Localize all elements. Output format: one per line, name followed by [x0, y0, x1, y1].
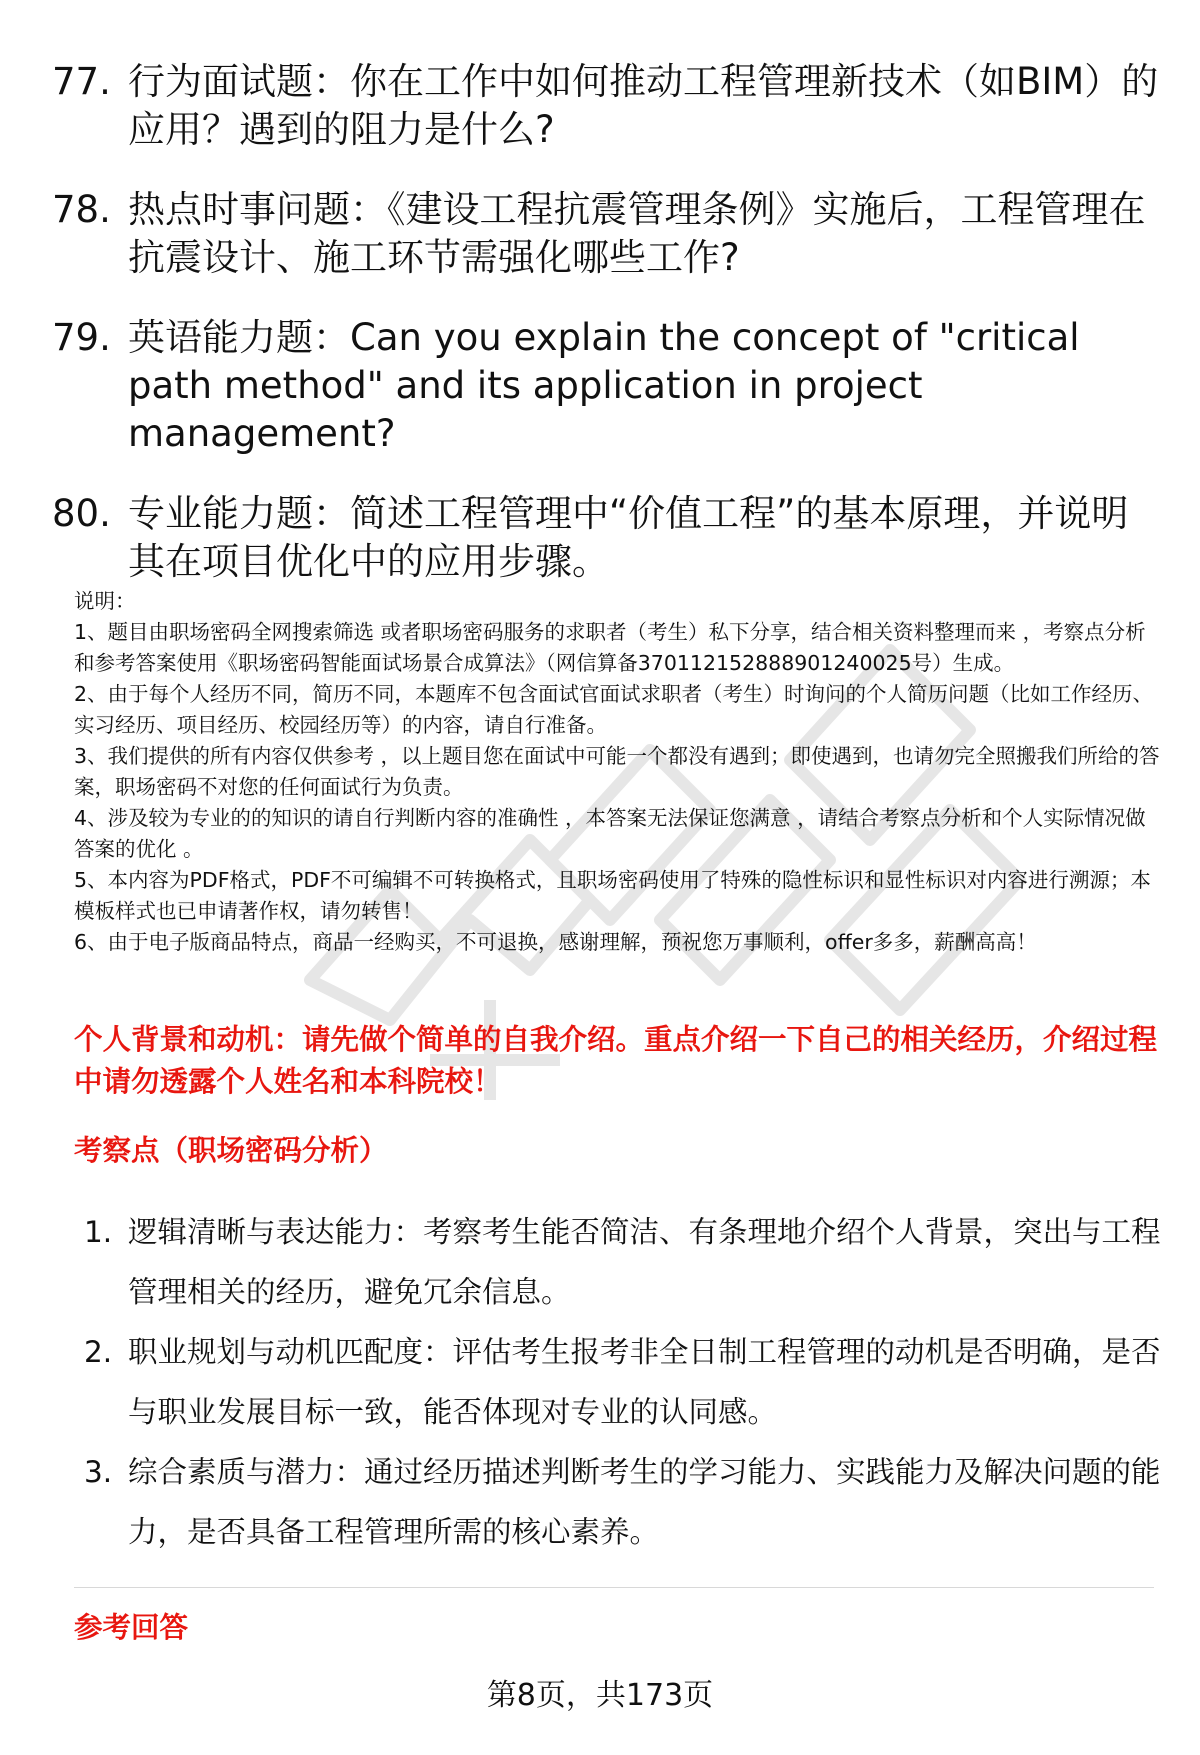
page-footer: 第8页，共173页 [486, 1678, 714, 1713]
note-item: 1、题目由职场密码全网搜索筛选 或者职场密码服务的求职者（考生）私下分享，结合相关资料整理而来 ，考察点分析和参考答案使用《职场密码智能面试场景合成算法》（网信算备370112152888901240025号）生成。 [74, 620, 1146, 675]
note-item: 2、由于每个人经历不同，简历不同，本题库不包含面试官面试求职者（考生）时询问的个人简历问题（比如工作经历、实习经历、项目经历、校园经历等）的内容，请自行准备。 [74, 682, 1154, 737]
question-number: 78. [52, 188, 111, 231]
exam-point-text: 职业规划与动机匹配度：评估考生报考非全日制工程管理的动机是否明确，是否与职业发展目标一致，能否体现对专业的认同感。 [128, 1335, 1161, 1429]
note-item: 4、涉及较为专业的的知识的请自行判断内容的准确性 ，本答案无法保证您满意 ，请结合考察点分析和个人实际情况做答案的优化 。 [74, 806, 1146, 861]
question-number: 77. [52, 60, 111, 103]
question-text: 英语能力题：Can you explain the concept of "critical path method" and its application in project management? [128, 316, 1080, 455]
exam-point-number: 3. [84, 1455, 113, 1489]
note-item: 3、我们提供的所有内容仅供参考 ，以上题目您在面试中可能一个都没有遇到；即使遇到，也请勿完全照搬我们所给的答案，职场密码不对您的任何面试行为负责。 [74, 744, 1160, 799]
exam-point-item [84, 1322, 1164, 1442]
question-list [52, 58, 1162, 618]
note-item: 5、本内容为PDF格式，PDF不可编辑不可转换格式，且职场密码使用了特殊的隐性标识和显性标识对内容进行溯源；本模板样式也已申请著作权，请勿转售！ [74, 868, 1151, 923]
background-question-heading: 个人背景和动机：请先做个简单的自我介绍。重点介绍一下自己的相关经历，介绍过程中请勿透露个人姓名和本科院校！ [74, 1023, 1158, 1098]
notes-section [74, 586, 1164, 958]
exam-point-text: 综合素质与潜力：通过经历描述判断考生的学习能力、实践能力及解决问题的能力，是否具备工程管理所需的核心素养。 [128, 1455, 1161, 1549]
question-text: 行为面试题：你在工作中如何推动工程管理新技术（如BIM）的应用？遇到的阻力是什么? [128, 60, 1159, 151]
notes-title: 说明： [74, 589, 136, 613]
exam-point-item [84, 1202, 1164, 1322]
exam-points-list [84, 1202, 1164, 1562]
exam-point-number: 2. [84, 1335, 113, 1369]
question-item [52, 58, 1162, 154]
question-item [52, 314, 1162, 458]
question-text: 热点时事问题：《建设工程抗震管理条例》实施后，工程管理在抗震设计、施工环节需强化哪些工作? [128, 188, 1146, 279]
exam-points-heading: 考察点（职场密码分析） [74, 1134, 388, 1167]
question-item [52, 490, 1162, 586]
note-item: 6、由于电子版商品特点，商品一经购买，不可退换，感谢理解，预祝您万事顺利，offer多多，薪酬高高！ [74, 930, 1037, 954]
question-item [52, 186, 1162, 282]
question-text: 专业能力题：简述工程管理中“价值工程”的基本原理，并说明其在项目优化中的应用步骤。 [128, 492, 1129, 583]
exam-point-item [84, 1442, 1164, 1562]
exam-point-number: 1. [84, 1215, 113, 1249]
question-number: 79. [52, 316, 111, 359]
exam-point-text: 逻辑清晰与表达能力：考察考生能否简洁、有条理地介绍个人背景，突出与工程管理相关的经历，避免冗余信息。 [128, 1215, 1161, 1309]
question-number: 80. [52, 492, 111, 535]
reference-answer-heading: 参考回答 [74, 1611, 189, 1644]
section-divider [74, 1587, 1154, 1588]
